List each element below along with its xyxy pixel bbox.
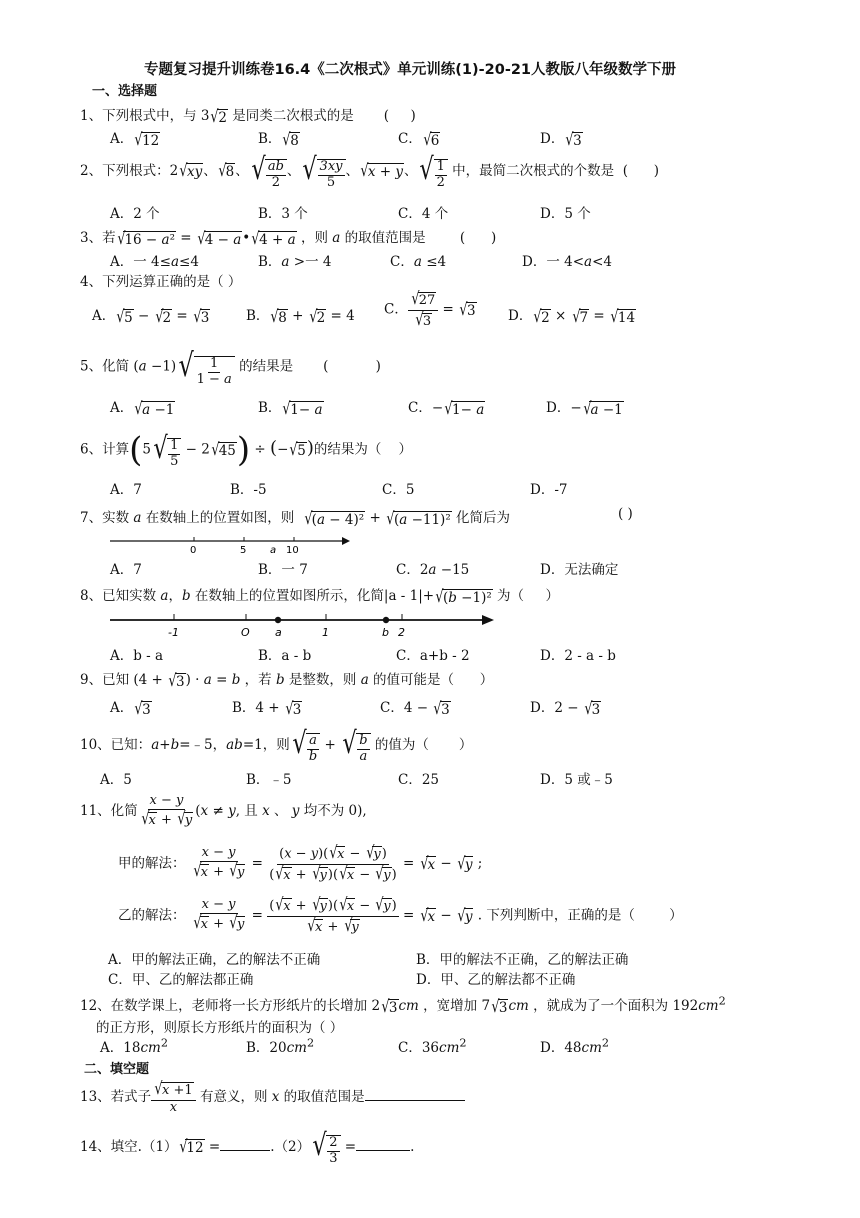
q9-option-d: D．2 − √3	[530, 698, 601, 719]
question-11: 11、化简 $\frac{x - y}{√x + √y}$ (x ≠ y, 且 x 、 y 均不为 0),	[80, 793, 367, 829]
q8-tick-1: 1	[322, 626, 329, 639]
q8-origin: O	[241, 626, 250, 639]
q8-point-a: a	[275, 626, 282, 639]
question-13: 13、若式子 $\frac{√x +1}{x}$ 有意义，则 x 的取值范围是	[80, 1080, 465, 1115]
q11-option-c: C．甲、乙的解法都正确	[108, 972, 254, 988]
q8-option-c: C．a+b - 2	[396, 648, 470, 664]
q3-option-a: A．一 4≤a≤4	[110, 254, 199, 270]
question-14: 14、填空.（1）√12 = .（2）√ $\frac{2}{3}$ = .	[80, 1128, 415, 1166]
q4-option-b: B．√8 + √2 = 4	[246, 306, 355, 327]
q14-blank-1[interactable]	[220, 1150, 270, 1151]
q8-option-b: B．a - b	[258, 648, 312, 664]
q10-option-c: C．25	[398, 772, 440, 788]
question-2: 2、下列根式：2√xy、√8、√ $\frac{ab}{2}$ 、√ $\frac{3xy}{5}$ 、√x + y、√ $\frac{1}{2}$ 中，最简二次根式的个数是 ( )	[80, 152, 660, 190]
q12-option-b: B．$20cm^2$	[246, 1036, 315, 1056]
q11-jia-solution: 甲的解法： $\frac{x - y}{√x + √y}$ = $\frac{(x - y)(√x - √y)}{(√x + √y)(√x - √y)}$ = √x − √y ;	[118, 843, 483, 884]
q5-option-a: A．√a −1	[110, 398, 175, 419]
q12-option-d: D．$48cm^2$	[540, 1036, 610, 1056]
q11-option-a: A．甲的解法正确，乙的解法不正确	[108, 952, 321, 968]
q10-option-b: B．﹣5	[246, 772, 292, 788]
q5-option-c: C．−√1− a	[408, 398, 485, 419]
q13-blank[interactable]	[365, 1100, 465, 1101]
question-12-line1: 12、在数学课上，老师将一长方形纸片的长增加 2√3cm ，宽增加 7√3cm ，就成为了一个面积为 $192cm^2$	[80, 994, 726, 1017]
q1-option-a: A．√12	[110, 129, 160, 150]
q8-point-b: b	[382, 626, 389, 639]
q2-option-c: C．4 个	[398, 206, 449, 222]
q11-option-b: B．甲的解法不正确，乙的解法正确	[416, 952, 629, 968]
q9-option-c: C．4 − √3	[380, 698, 450, 719]
q7-number-line	[110, 532, 350, 556]
q14-blank-2[interactable]	[356, 1150, 410, 1151]
question-10: 10、已知：a+b=﹣5，ab=1，则√ $\frac{a}{b}$ + √ $\frac{b}{a}$ 的值为（ ）	[80, 726, 473, 764]
q11-yi-solution: 乙的解法： $\frac{x - y}{√x + √y}$ = $\frac{(√x + √y)(√x - √y)}{√x + √y}$ = √x − √y . 下列判断中，正确的是（ ）	[118, 895, 683, 936]
q10-option-a: A．5	[100, 772, 132, 788]
q10-option-d: D．5 或﹣5	[540, 772, 613, 788]
question-5: 5、化简 (a −1)√ $\frac{1}{1 - a}$ 的结果是 ( )	[80, 346, 381, 387]
q9-option-b: B．4 + √3	[232, 698, 302, 719]
question-1: 1、下列根式中，与 3√2 是同类二次根式的是 ( )	[80, 106, 416, 127]
q12-option-a: A．$18cm^2$	[100, 1036, 168, 1056]
q3-option-b: B．a >一 4	[258, 254, 332, 270]
q12-option-c: C．$36cm^2$	[398, 1036, 467, 1056]
question-6: 6、计算(5√ $\frac{1}{5}$ − 2√45) ÷ (−√5)的结果为（ ）	[80, 430, 413, 470]
question-9: 9、已知 (4 + √3) · a = b ，若 b 是整数，则 a 的值可能是（ ）	[80, 670, 494, 691]
q2-option-d: D．5 个	[540, 206, 591, 222]
q8-number-line	[110, 610, 496, 640]
q9-option-a: A．√3	[110, 698, 151, 719]
question-7: 7、实数 a 在数轴上的位置如图，则 √(a − 4)² + √(a −11)² 化简后为	[80, 508, 511, 529]
q4-option-a: A．√5 − √2 = √3	[92, 306, 210, 327]
q8-option-d: D．2 - a - b	[540, 648, 616, 664]
q1-option-b: B．√8	[258, 129, 299, 150]
q6-option-a: A．7	[110, 482, 142, 498]
q7-tick-10: 10	[286, 545, 299, 556]
page-title: 专题复习提升训练卷16.4《二次根式》单元训练(1)-20-21人教版八年级数学下册	[144, 62, 677, 78]
question-8: 8、已知实数 a，b 在数轴上的位置如图所示，化简|a - 1|+√(b −1)² 为（ ）	[80, 586, 559, 607]
q4-option-d: D．√2 × √7 = √14	[508, 306, 636, 327]
question-4: 4、下列运算正确的是（ ）	[80, 274, 242, 290]
q6-option-d: D．-7	[530, 482, 568, 498]
q7-option-d: D．无法确定	[540, 562, 619, 578]
q7-tick-0: 0	[190, 545, 197, 556]
q1-option-c: C．√6	[398, 129, 440, 150]
q7-option-a: A．7	[110, 562, 142, 578]
q2-option-a: A．2 个	[110, 206, 160, 222]
q6-option-b: B．-5	[230, 482, 267, 498]
q3-option-c: C．a ≤4	[390, 254, 447, 270]
q1-option-d: D．√3	[540, 129, 582, 150]
q2-option-b: B．3 个	[258, 206, 308, 222]
q7-point-a: a	[270, 545, 277, 556]
q11-option-d: D．甲、乙的解法都不正确	[416, 972, 576, 988]
q8-option-a: A．b - a	[110, 648, 164, 664]
q6-option-c: C．5	[382, 482, 415, 498]
q7-option-c: C．2a −15	[396, 562, 470, 578]
q4-option-c: C． $\frac{√27}{√3}$ = √3	[384, 289, 476, 330]
question-12-line2: 的正方形，则原长方形纸片的面积为（ ）	[96, 1020, 344, 1036]
q5-option-d: D．−√a −1	[546, 398, 623, 419]
q8-tick-neg1: -1	[168, 626, 179, 639]
q8-tick-2: 2	[398, 626, 405, 639]
section-heading-fill: 二、填空题	[84, 1062, 150, 1077]
q7-tick-5: 5	[240, 545, 247, 556]
q7-answer-paren: ( )	[618, 506, 633, 522]
question-3: 3、若√16 − a² = √4 − a•√4 + a ，则 a 的取值范围是 ( )	[80, 228, 497, 249]
q5-option-b: B．√1− a	[258, 398, 323, 419]
q7-option-b: B．一 7	[258, 562, 308, 578]
q3-option-d: D．一 4<a<4	[522, 254, 612, 270]
section-heading-choice: 一、选择题	[92, 84, 158, 99]
